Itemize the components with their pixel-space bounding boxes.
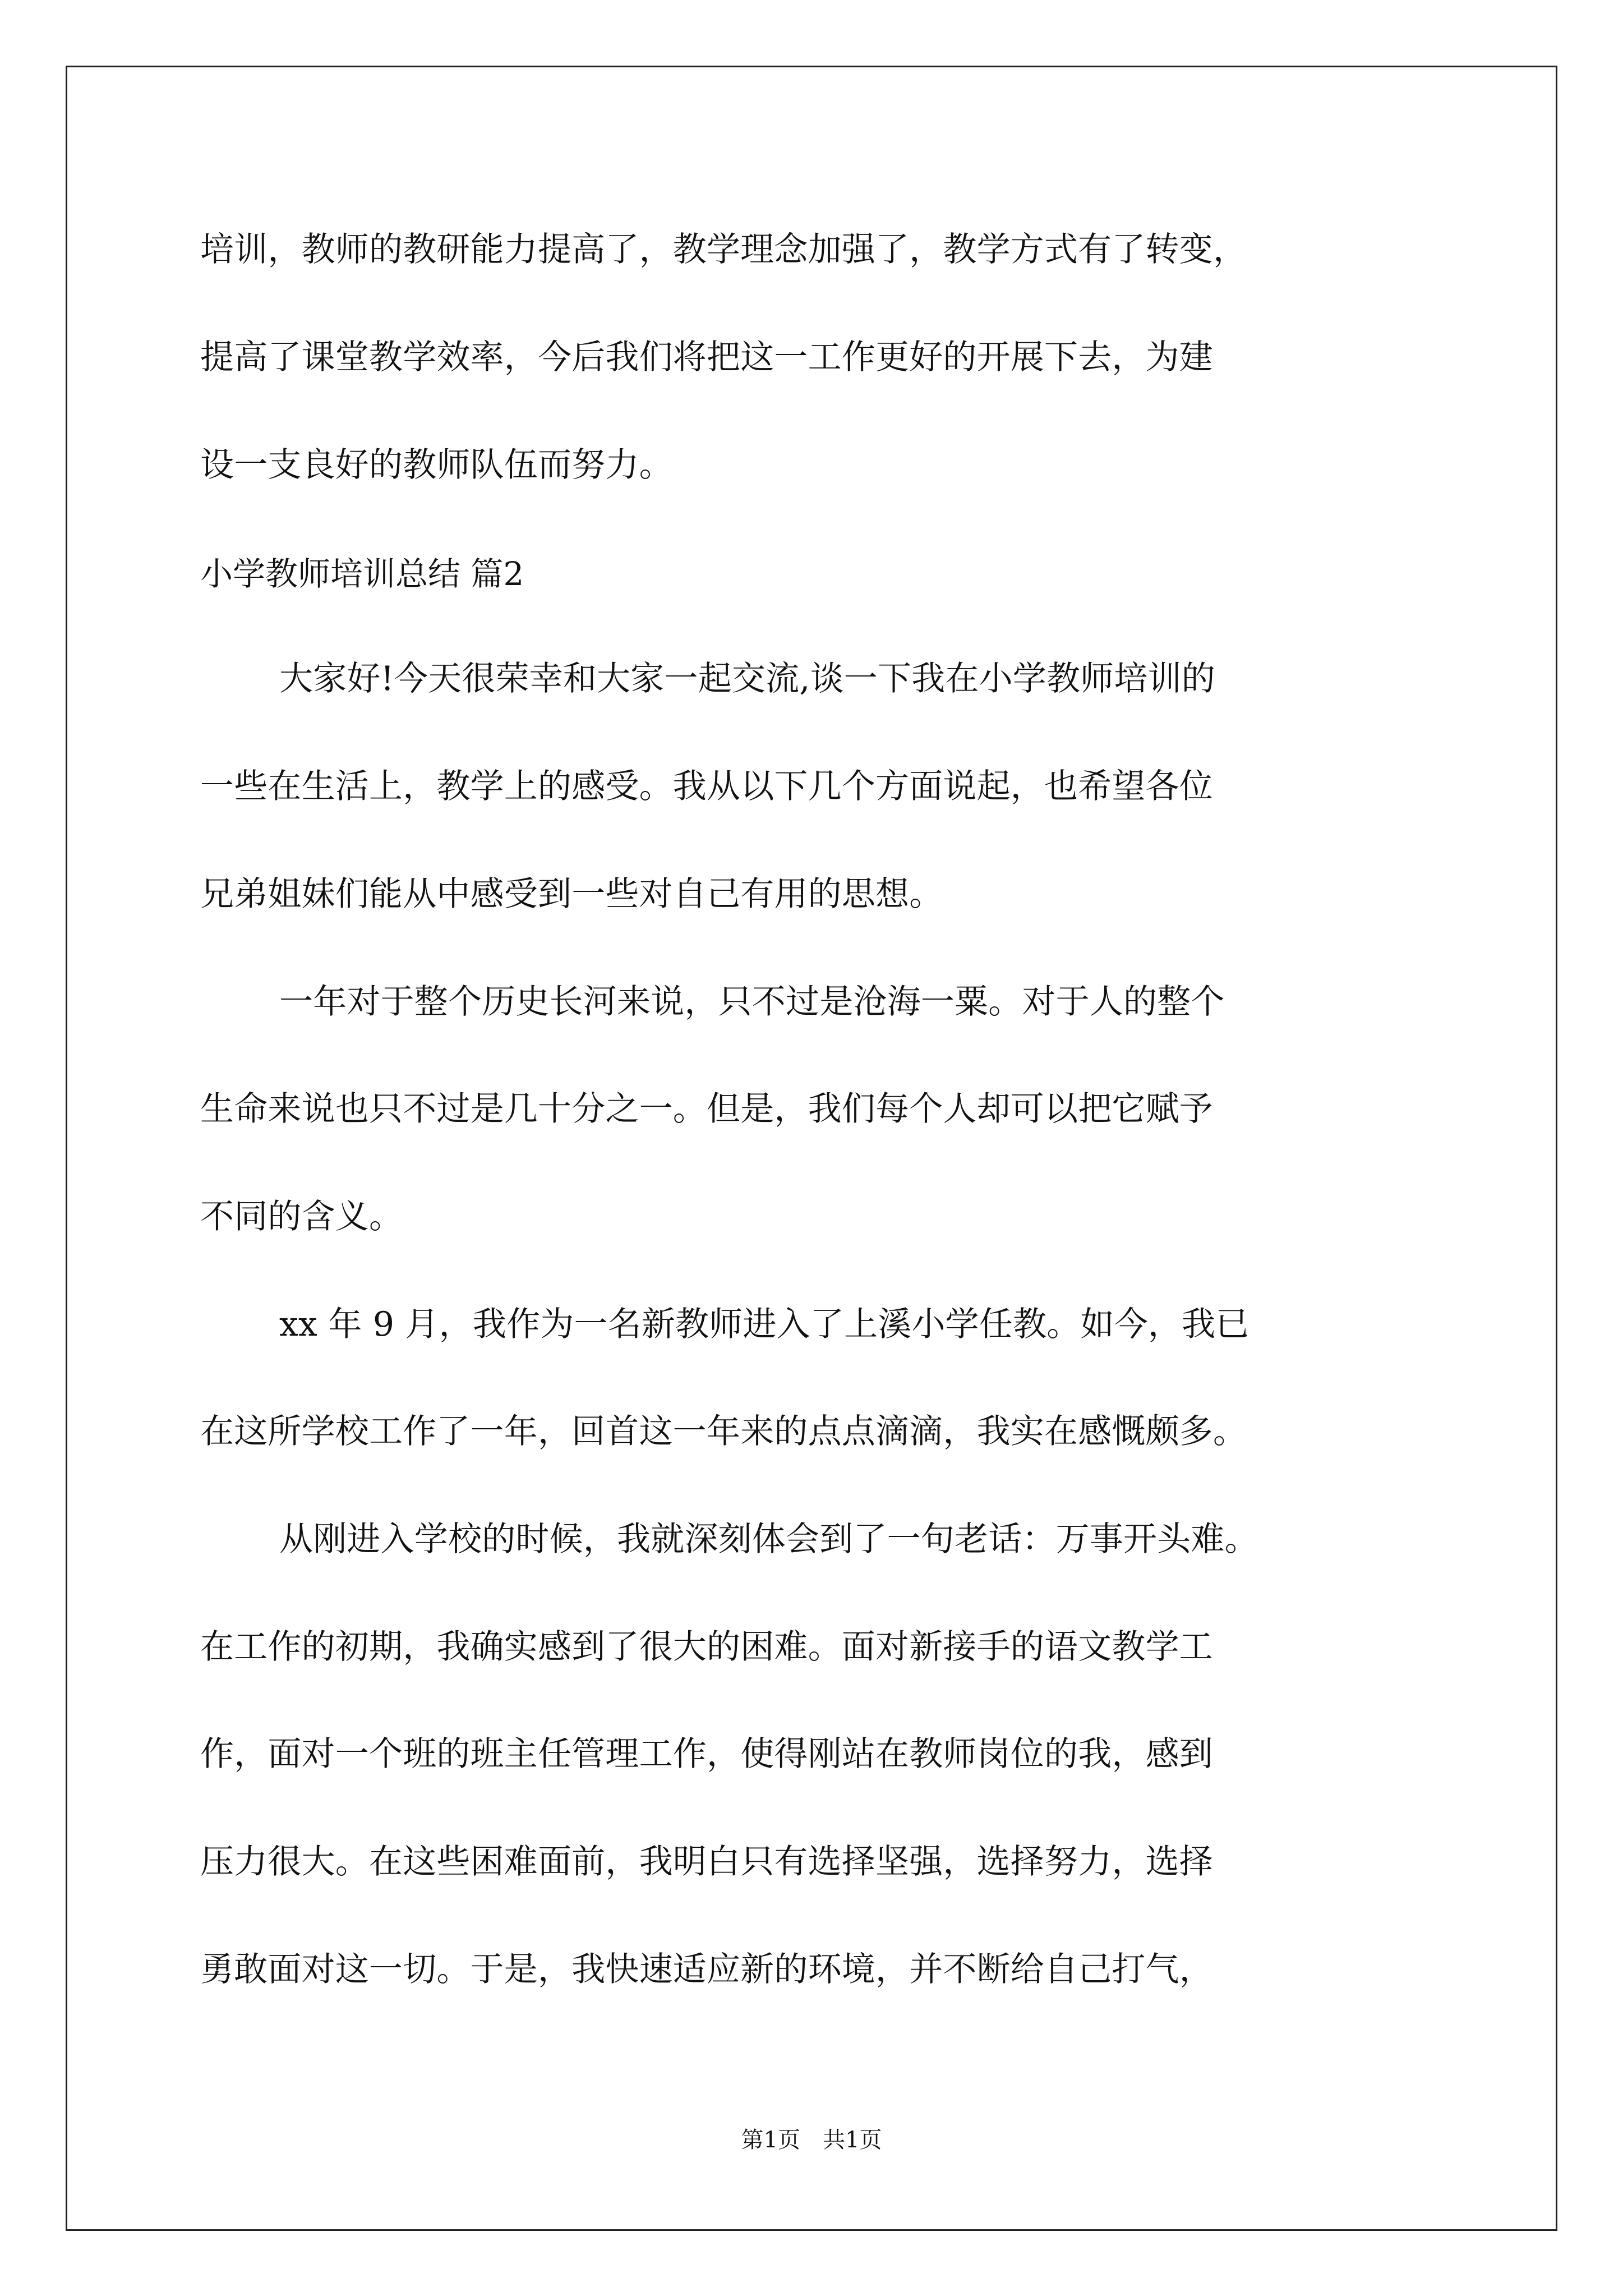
body-line-15: 作，面对一个班的班主任管理工作，使得刚站在教师岗位的我，感到 xyxy=(200,1734,1213,1774)
body-line-17: 勇敢面对这一切。于是，我快速适应新的环境，并不断给自己打气， xyxy=(200,1950,1213,1989)
body-line-3: 设一支良好的教师队伍而努力。 xyxy=(200,445,673,485)
body-line-14: 在工作的初期，我确实感到了很大的困难。面对新接手的语文教学工 xyxy=(200,1627,1213,1667)
body-line-8: 一年对于整个历史长河来说，只不过是沧海一粟。对于人的整个 xyxy=(279,982,1225,1022)
body-line-5: 大家好!今天很荣幸和大家一起交流,谈一下我在小学教师培训的 xyxy=(279,659,1215,698)
page-footer: 第1页 共1页 xyxy=(741,2127,882,2153)
body-line-16: 压力很大。在这些困难面前，我明白只有选择坚强，选择努力，选择 xyxy=(200,1842,1213,1881)
body-line-9: 生命来说也只不过是几十分之一。但是，我们每个人却可以把它赋予 xyxy=(200,1089,1213,1129)
body-line-7: 兄弟姐妹们能从中感受到一些对自己有用的思想。 xyxy=(200,875,943,914)
body-line-2: 提高了课堂教学效率，今后我们将把这一工作更好的开展下去，为建 xyxy=(200,338,1213,377)
body-line-10: 不同的含义。 xyxy=(200,1197,403,1236)
body-line-11: xx 年 9 月，我作为一名新教师进入了上溪小学任教。如今，我已 xyxy=(279,1305,1249,1344)
body-line-6: 一些在生活上，教学上的感受。我从以下几个方面说起，也希望各位 xyxy=(200,767,1213,806)
body-line-13: 从刚进入学校的时候，我就深刻体会到了一句老话：万事开头难。 xyxy=(279,1520,1258,1559)
section-heading: 小学教师培训总结 篇2 xyxy=(200,555,524,593)
page-border xyxy=(66,66,1557,2231)
body-line-12: 在这所学校工作了一年，回首这一年来的点点滴滴，我实在感慨颇多。 xyxy=(200,1412,1247,1451)
body-line-1: 培训，教师的教研能力提高了，教学理念加强了，教学方式有了转变， xyxy=(200,230,1247,269)
